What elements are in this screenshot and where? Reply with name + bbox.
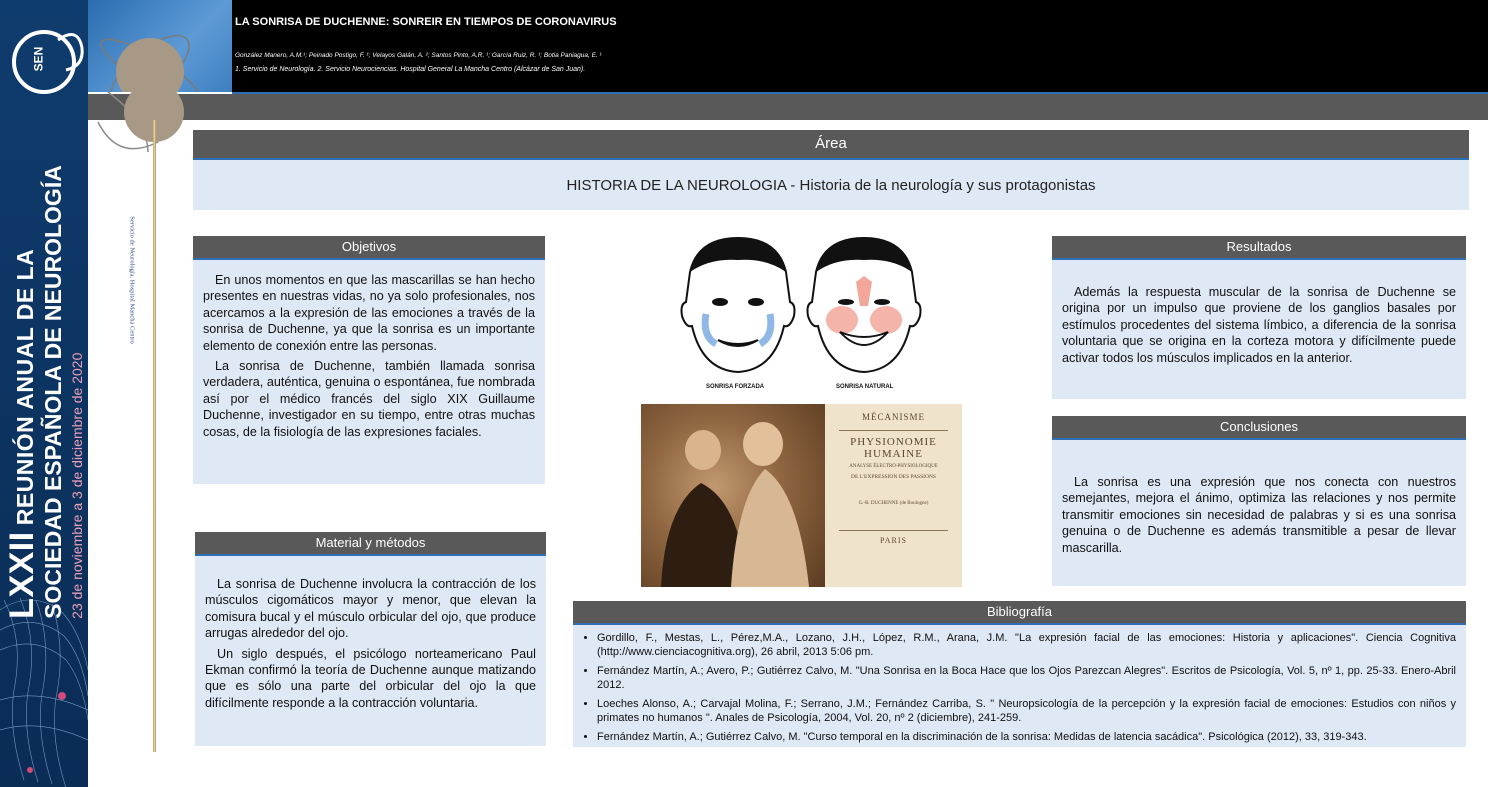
conclusiones-panel <box>1052 416 1466 586</box>
sen-logo-text: SEN <box>31 46 46 72</box>
atom-logo <box>88 0 232 92</box>
banner-line-1-rest: REUNIÓN ANUAL DE LA <box>12 248 38 526</box>
smile-faces-illustration <box>676 232 928 396</box>
resultados-panel <box>1052 236 1466 399</box>
book-author: G.-B. DUCHENNE (de Boulogne) <box>858 501 929 506</box>
poster-title: LA SONRISA DE DUCHENNE: SONREIR EN TIEMPOS DE CORONAVIRUS <box>235 16 617 28</box>
poster-affiliation: 1. Servicio de Neurología. 2. Servicio Neurociencias. Hospital General La Mancha Centro (Alcázar de San Juan). <box>235 66 586 73</box>
material-paragraph-1: La sonrisa de Duchenne involucra la contracción de los músculos cigomáticos mayor y menor, que elevan la comisura bucal y el músculo orbicular del ojo, que produce arrugas alrededor del ojo. <box>205 577 536 641</box>
atom-logo-lower <box>88 92 188 192</box>
bibliografia-body <box>573 625 1466 747</box>
natural-smile-face <box>808 238 921 372</box>
reference-item: • Fernández Martín, A.; Gutiérrez Calvo, M. "Curso temporal en la discriminación de la sonrisa: Medidas de latencia sacádica". Psicológica (2012), 33, 319-343. <box>597 730 1456 744</box>
banner-line-2: SOCIEDAD ESPAÑOLA DE NEUROLOGÍA <box>40 165 66 619</box>
decorative-pole <box>153 120 156 752</box>
area-heading: Área <box>193 130 1469 160</box>
banner-dates: 23 de noviembre a 3 de diciembre de 2020 <box>69 352 85 619</box>
book-rule <box>839 430 948 431</box>
objetivos-panel <box>193 236 545 484</box>
poster-authors: González Manero, A.M.¹; Peinado Postigo, F. ¹; Velayos Galán, A. ²; Santos Pinto, A.R. ¹; García Ruiz, R. ¹; Botia Paniagua, E. ¹ <box>235 52 602 59</box>
banner-edition: LXXII <box>3 531 41 619</box>
resultados-body <box>1052 260 1466 399</box>
objetivos-paragraph-2: La sonrisa de Duchenne, también llamada sonrisa verdadera, auténtica, genuina o espontánea, fue nombrada así por el médico francés del siglo XIX Guillaume Duchenne, investigador en su tiempo, entre otras muchas cosas, de la fisiología de las expresiones faciales. <box>203 359 535 439</box>
objetivos-heading: Objetivos <box>193 236 545 260</box>
reference-item: • Fernández Martín, A.; Avero, P.; Gutiérrez Calvo, M. "Una Sonrisa en la Boca Hace que los Ojos Parezcan Alegres". Escritos de Psicología, Vol. 5, nº 1, pp. 25-33. Enero-Abril 2012. <box>597 664 1456 692</box>
header-logo-image <box>88 0 232 92</box>
forced-smile-label: SONRISA FORZADA <box>706 384 765 390</box>
book-title-line-1: MÉCANISME <box>861 412 925 422</box>
reference-item: • Loeches Alonso, A.; Carvajal Molina, F.; Serrano, J.M.; Fernández Carriba, S. " Neuropsicología de la percepción y la expresión facial de emociones: Estudios con niños y primates no humanos ". Anales de Psicología, 2004, Vol. 20, nº 2 (diciembre), 241-259. <box>597 697 1456 725</box>
natural-smile-label: SONRISA NATURAL <box>836 384 894 390</box>
objetivos-body <box>193 260 545 484</box>
material-paragraph-2: Un siglo después, el psicólogo norteamericano Paul Ekman confirmó la teoría de Duchenne aunque matizando que es sólo una parte del orbicular del ojo la que difícilmente responde a la contracción voluntaria. <box>205 646 536 710</box>
bibliografia-heading: Bibliografía <box>573 601 1466 625</box>
duchenne-book-cover <box>825 404 962 587</box>
book-city: PARIS <box>880 536 907 545</box>
book-subtitle-2: DE L'EXPRESSION DES PASSIONS <box>851 474 936 480</box>
material-panel <box>195 532 546 746</box>
reference-item: • Gordillo, F., Mestas, L., Pérez,M.A., Lozano, J.H., López, R.M., Arana, J.M. "La expresión facial de las emociones: Historia y aplicaciones". Ciencia Cognitiva (http://www.cienciacognitiva.org), 26 abril, 2013 5:06 pm. <box>597 631 1456 659</box>
area-value: HISTORIA DE LA NEUROLOGIA - Historia de la neurología y sus protagonistas <box>193 160 1469 210</box>
vertical-affiliation: Servicio de Neurología. Hospital Mancha Centro <box>128 216 136 344</box>
photo-silhouettes <box>641 404 825 587</box>
objetivos-paragraph-1: En unos momentos en que las mascarillas se han hecho presentes en nuestras vidas, no ya solo profesionales, nos acercamos a la expresión de las emociones a través de la sonrisa de Duchenne, ya que la sonrisa es un importante elemento de conexión entre las personas. <box>203 273 535 353</box>
conclusiones-body <box>1052 440 1466 586</box>
banner-line-1 <box>3 165 42 619</box>
duchenne-historical-photo <box>641 404 825 587</box>
bibliografia-panel <box>573 601 1466 747</box>
material-heading: Material y métodos <box>195 532 546 556</box>
resultados-paragraph: Además la respuesta muscular de la sonrisa de Duchenne se origina por un impulso que proviene de los ganglios basales por estímulos procedentes del sistema límbico, a diferencia de la sonrisa voluntaria que se origina en la corteza motora y difícilmente puede activar todos los músculos implicados en la anterior. <box>1062 285 1456 365</box>
conclusiones-paragraph: La sonrisa es una expresión que nos conecta con nuestros semejantes, mejora el ánimo, optimiza las relaciones y nos permite transmitir emociones sin necesidad de palabras y si es una sonrisa genuina o de Duchenne es además transmitible a pesar de llevar mascarilla. <box>1062 475 1456 555</box>
header-bar <box>88 0 1488 92</box>
book-subtitle-1: ANALYSE ÉLECTRO-PHYSIOLOGIQUE <box>849 464 938 469</box>
forced-smile-face <box>682 238 795 372</box>
conclusiones-heading: Conclusiones <box>1052 416 1466 440</box>
banner-text <box>3 165 85 619</box>
material-body <box>195 556 546 746</box>
reference-list <box>583 631 1456 744</box>
resultados-heading: Resultados <box>1052 236 1466 260</box>
book-title-line-2: PHYSIONOMIE HUMAINE <box>850 436 937 460</box>
book-rule-2 <box>839 530 948 531</box>
congress-banner <box>0 0 88 787</box>
grey-band <box>88 94 1488 120</box>
